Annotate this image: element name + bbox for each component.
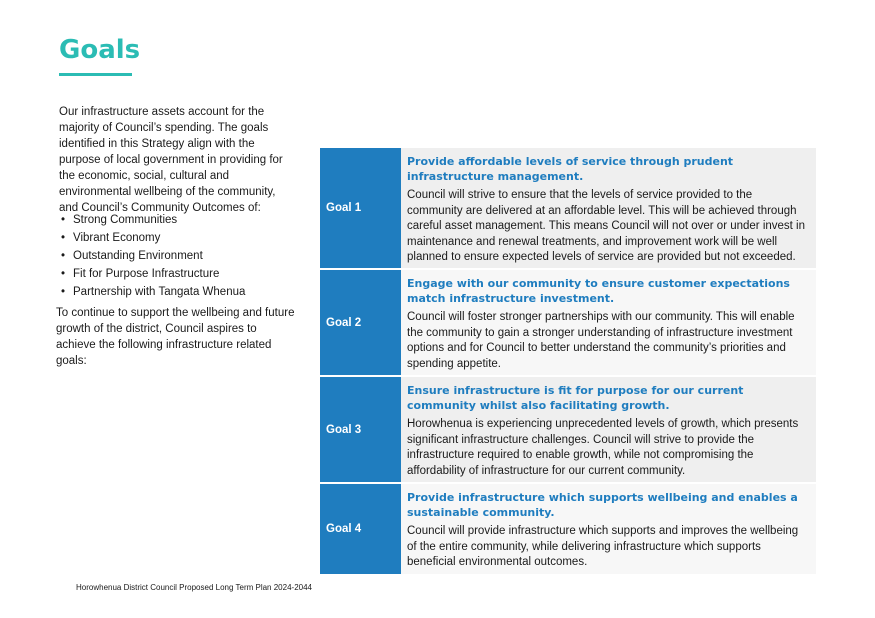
list-item: • Strong Communities bbox=[59, 211, 297, 229]
page-title: Goals bbox=[59, 35, 141, 65]
closing-paragraph: To continue to support the wellbeing and future growth of the district, Council aspires to achieve the following infrastructure related goals: bbox=[56, 307, 295, 367]
goal-description: Council will provide infrastructure which supports and improves the wellbeing of the entire community, while delivering infrastructure which supports beneficial environmental outcomes. bbox=[407, 525, 799, 568]
list-item: • Partnership with Tangata Whenua bbox=[59, 283, 297, 301]
goal-heading: Provide infrastructure which supports wellbeing and enables a sustainable community. bbox=[407, 491, 798, 519]
list-item: • Vibrant Economy bbox=[59, 229, 297, 247]
intro-paragraph: Our infrastructure assets account for the majority of Council’s spending. The goals identified in this Strategy align with the purpose of local government in providing for the economic, social, cultural and environmental wellbeing of the community, and Council’s Community Outcomes of: bbox=[59, 106, 283, 214]
goal-body bbox=[401, 270, 816, 375]
page-footer: Horowhenua District Council Proposed Long Term Plan 2024-2044 bbox=[76, 583, 312, 592]
table-row-goal-1 bbox=[320, 148, 816, 270]
goal-body bbox=[401, 377, 816, 482]
community-outcomes-list bbox=[59, 211, 297, 301]
goal-description: Council will strive to ensure that the levels of service provided to the community are delivered at an affordable level. This will be achieved through careful asset management. This means Council will not over or under invest in maintenance and renewal treatments, and improvement work will be well planned to ensure expected levels of service are provided but not exceeded. bbox=[407, 189, 806, 263]
table-row-goal-4 bbox=[320, 484, 816, 576]
table-row-goal-3 bbox=[320, 377, 816, 484]
goal-label: Goal 1 bbox=[320, 148, 401, 268]
goal-description: Council will foster stronger partnerships with our community. This will enable the community to gain a stronger understanding of infrastructure investment options and for Council to better understand the community’s priorities and spending appetite. bbox=[407, 311, 795, 370]
goal-body bbox=[401, 148, 816, 268]
goal-heading: Engage with our community to ensure customer expectations match infrastructure investment. bbox=[407, 277, 790, 305]
goal-label: Goal 4 bbox=[320, 484, 401, 574]
list-item: • Outstanding Environment bbox=[59, 247, 297, 265]
goal-heading: Provide affordable levels of service through prudent infrastructure management. bbox=[407, 155, 734, 183]
goal-description: Horowhenua is experiencing unprecedented levels of growth, which presents significant infrastructure challenges. Council will strive to provide the infrastructure required to enable growth, while not compromising the affordability of infrastructure for our current community. bbox=[407, 418, 799, 477]
goal-heading: Ensure infrastructure is fit for purpose for our current community whilst also facilitating growth. bbox=[407, 384, 744, 412]
title-underline bbox=[59, 73, 132, 76]
goals-table bbox=[320, 148, 816, 576]
goal-body bbox=[401, 484, 816, 574]
goal-label: Goal 2 bbox=[320, 270, 401, 375]
goal-label: Goal 3 bbox=[320, 377, 401, 482]
table-row-goal-2 bbox=[320, 270, 816, 377]
list-item: • Fit for Purpose Infrastructure bbox=[59, 265, 297, 283]
